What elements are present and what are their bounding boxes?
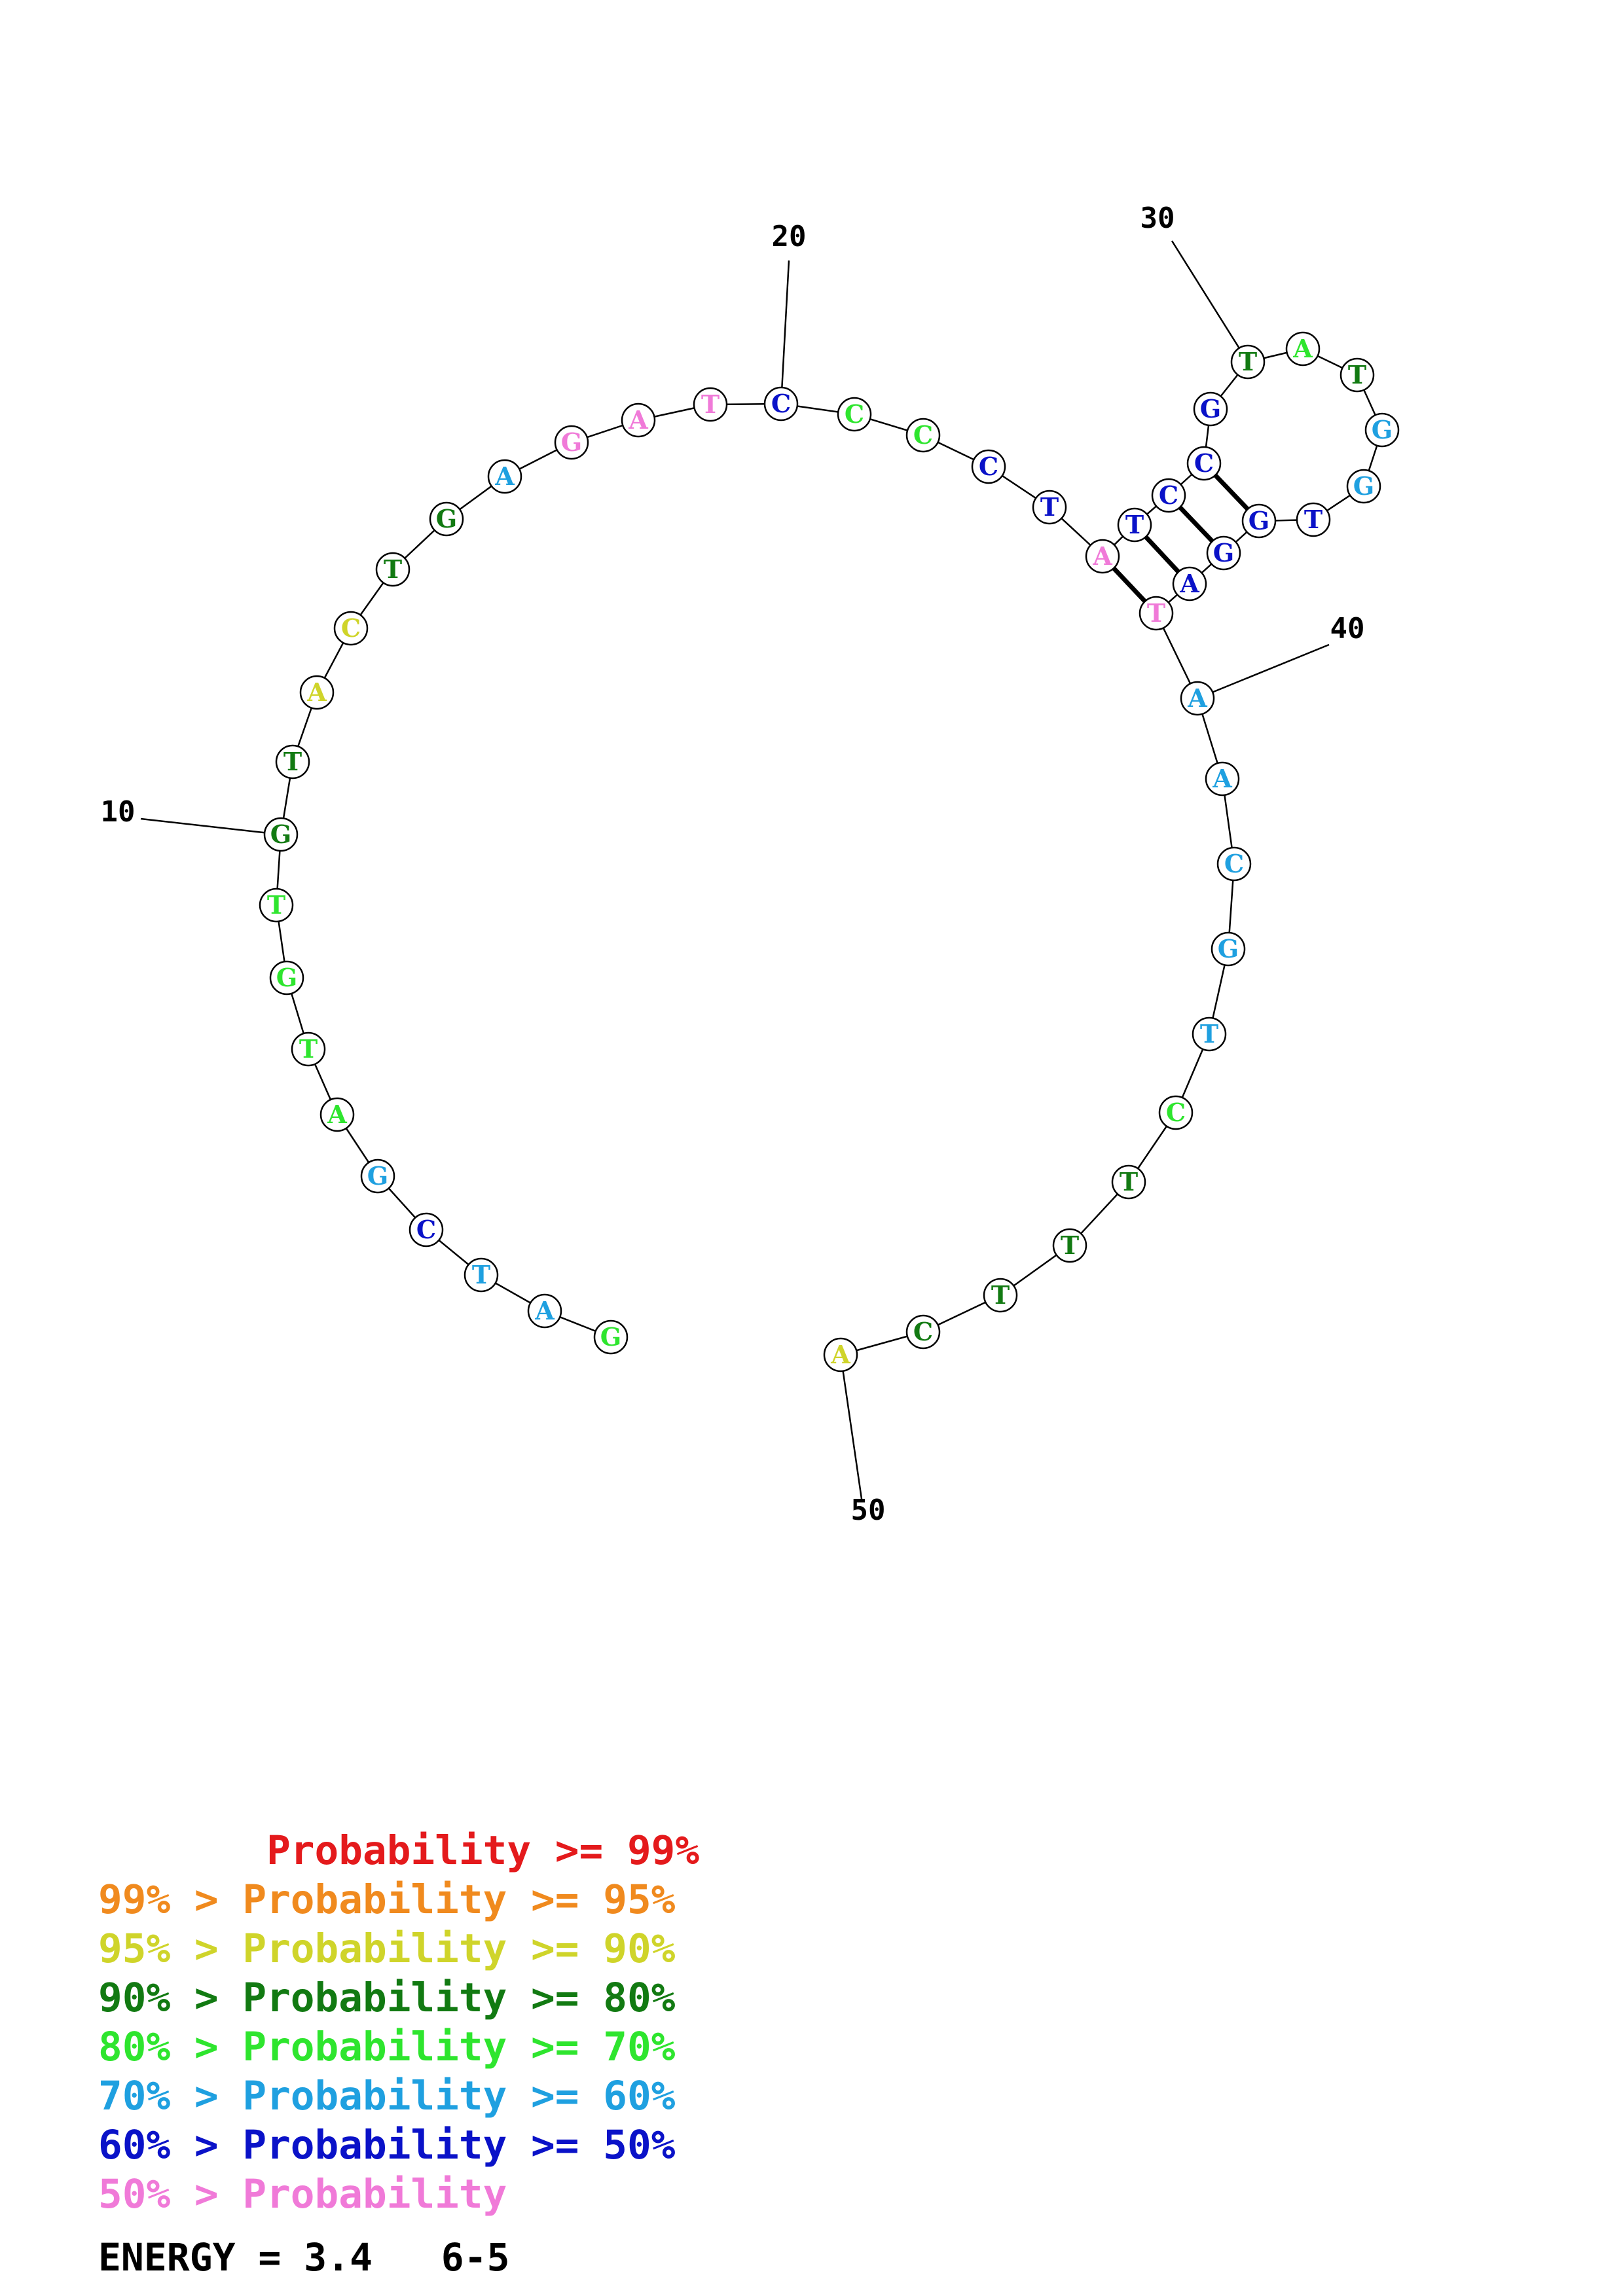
nucleotide <box>1243 505 1275 537</box>
nucleotide-base: C <box>416 1215 437 1244</box>
nucleotide <box>1218 848 1250 880</box>
nucleotide <box>824 1338 857 1371</box>
legend-entry: 90% > Probability >= 80% <box>98 1975 676 2021</box>
nucleotide <box>321 1098 354 1131</box>
index-label-line <box>781 260 789 404</box>
index-label-lines <box>141 241 1329 1499</box>
nucleotide <box>1181 682 1214 715</box>
nucleotide <box>907 419 939 452</box>
nucleotide <box>984 1279 1017 1312</box>
nucleotide-base: A <box>495 461 515 491</box>
nucleotide <box>276 745 309 778</box>
index-labels <box>101 202 1365 1527</box>
legend-entry: Probability >= 99% <box>98 1827 700 1874</box>
legend-entry: 60% > Probability >= 50% <box>98 2122 676 2168</box>
nucleotide-base: T <box>1119 1167 1139 1196</box>
legend-entry: 99% > Probability >= 95% <box>98 1876 676 1923</box>
nucleotide-base: C <box>771 389 792 418</box>
nucleotide-base: T <box>266 890 286 920</box>
nucleotide <box>1207 537 1240 569</box>
nucleotide-base: C <box>1158 480 1179 510</box>
nucleotide-base: C <box>844 399 865 429</box>
nucleotide-base: A <box>1093 541 1112 571</box>
nucleotide <box>1140 597 1173 630</box>
nucleotide <box>1159 1096 1192 1129</box>
index-label-line <box>1197 645 1329 698</box>
nucleotide-base: C <box>1165 1098 1186 1127</box>
nucleotide-base: C <box>1194 448 1214 478</box>
nucleotide <box>270 961 303 994</box>
energy-label: ENERGY = 3.4 6-5 <box>98 2235 510 2280</box>
nucleotide-base: A <box>535 1296 555 1325</box>
index-label: 50 <box>850 1494 886 1527</box>
nucleotide <box>301 676 333 709</box>
nucleotide <box>622 404 655 437</box>
index-label: 10 <box>100 795 136 829</box>
nucleotide <box>1086 540 1119 573</box>
nucleotide <box>528 1295 561 1327</box>
nucleotide-base: A <box>307 677 327 707</box>
nucleotide <box>260 889 293 922</box>
nucleotide-base: T <box>1146 598 1166 628</box>
nucleotide <box>1118 509 1151 541</box>
nucleotide-base: T <box>1304 505 1323 534</box>
backbone <box>276 349 1382 1355</box>
nucleotide-base: T <box>991 1280 1010 1310</box>
nucleotide <box>488 460 521 493</box>
nucleotide-base: T <box>1199 1019 1219 1049</box>
nucleotide-base: G <box>367 1161 389 1191</box>
nucleotide-base: T <box>701 389 720 419</box>
index-label-line <box>841 1355 862 1499</box>
nucleotide <box>694 388 727 421</box>
legend-entry: 95% > Probability >= 90% <box>98 1926 676 1972</box>
nucleotide <box>1194 393 1227 425</box>
nucleotide-base: A <box>1213 764 1232 793</box>
nucleotide-base: G <box>600 1322 622 1352</box>
nucleotide-base: G <box>1248 506 1270 535</box>
nucleotide <box>1212 933 1245 965</box>
nucleotide <box>1366 414 1398 446</box>
nucleotide-base: C <box>978 452 999 481</box>
nucleotide <box>376 553 409 586</box>
nucleotide <box>555 426 588 459</box>
nucleotide <box>1173 567 1206 600</box>
nucleotide-base: G <box>270 819 292 849</box>
legend-entry: 50% > Probability <box>98 2171 507 2217</box>
nucleotide <box>1112 1166 1145 1198</box>
nucleotide-base: A <box>831 1340 850 1369</box>
nucleotide-base: T <box>1238 347 1258 376</box>
nucleotide-base: G <box>560 427 583 457</box>
nucleotide-base: G <box>435 504 458 533</box>
legend-entry: 70% > Probability >= 60% <box>98 2073 676 2119</box>
nucleotide-base: C <box>913 1317 934 1346</box>
nucleotide <box>1286 332 1319 365</box>
index-label: 40 <box>1330 612 1365 645</box>
nucleotide <box>1188 447 1220 480</box>
nucleotide-base: G <box>1213 538 1235 567</box>
nucleotide-base: G <box>1353 471 1375 501</box>
nucleotide <box>1297 503 1330 536</box>
nucleotide-base: A <box>629 405 648 435</box>
nucleotide <box>1193 1018 1226 1050</box>
nucleotide <box>907 1316 939 1348</box>
nucleotide-base: T <box>1060 1230 1080 1260</box>
nucleotide-base: G <box>1371 415 1393 444</box>
nucleotide <box>1206 762 1239 795</box>
nucleotide <box>410 1213 443 1246</box>
nucleotide <box>1033 491 1066 524</box>
nucleotide-base: G <box>276 963 298 992</box>
nucleotide <box>1152 479 1185 512</box>
nucleotide-base: C <box>340 613 361 643</box>
nucleotide <box>430 503 463 535</box>
nucleotide <box>1231 346 1264 378</box>
probability-legend <box>98 1826 699 2219</box>
nucleotide-base: A <box>327 1100 347 1129</box>
nucleotide <box>335 612 367 645</box>
nucleotide-base: T <box>1347 360 1367 389</box>
nucleotide <box>1347 470 1380 503</box>
nucleotide-base: A <box>1180 569 1199 598</box>
nucleotide-base: A <box>1293 334 1313 363</box>
nucleotide-base: T <box>299 1034 318 1064</box>
nucleotide <box>361 1160 394 1193</box>
index-label-line <box>1172 241 1248 362</box>
nucleotide <box>594 1321 627 1354</box>
nucleotide-base: T <box>1040 492 1059 522</box>
nucleotide <box>1341 359 1374 391</box>
nucleotide <box>1053 1229 1086 1262</box>
index-label: 20 <box>771 220 807 253</box>
nucleotide <box>465 1259 498 1291</box>
nucleotide-base: G <box>1217 934 1239 963</box>
nucleotide <box>972 450 1005 483</box>
index-label: 30 <box>1140 202 1175 235</box>
nucleotide <box>292 1033 325 1066</box>
nucleotide <box>838 398 871 431</box>
nucleotide-base: T <box>1125 510 1144 539</box>
nucleotide-base: T <box>283 747 302 776</box>
nucleotide-base: A <box>1188 683 1207 713</box>
legend-entry: 80% > Probability >= 70% <box>98 2024 676 2070</box>
nucleotide <box>765 387 797 420</box>
nucleotide-base: C <box>1224 849 1245 878</box>
nucleotide-base: T <box>383 554 403 584</box>
nucleotide-base: G <box>1199 394 1222 423</box>
nucleotide-base: T <box>471 1260 491 1289</box>
index-label-line <box>141 819 281 834</box>
nucleotide-base: C <box>913 420 934 450</box>
nucleotide <box>264 818 297 851</box>
